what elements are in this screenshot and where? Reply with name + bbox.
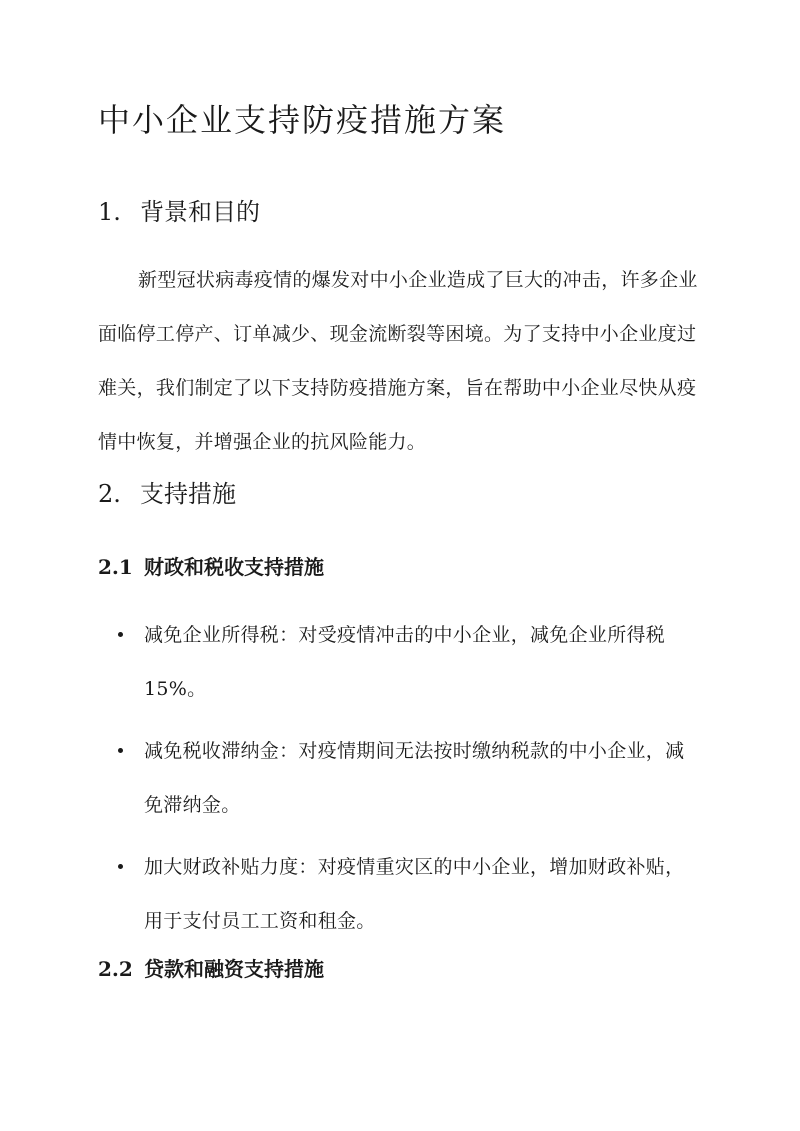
bullet-icon	[118, 632, 123, 637]
subsection-number: 2.2	[98, 957, 133, 981]
subsection-title: 财政和税收支持措施	[144, 555, 324, 579]
background-paragraph: 新型冠状病毒疫情的爆发对中小企业造成了巨大的冲击，许多企业面临停工停产、订单减少、现金流断裂等困境。为了支持中小企业度过难关，我们制定了以下支持防疫措施方案，旨在帮助中小企业尽快从疫情中恢复，并增强企业的抗风险能力。	[98, 269, 698, 453]
subsection-title: 贷款和融资支持措施	[144, 957, 324, 981]
section-number: 1.	[98, 198, 121, 226]
list-item	[98, 724, 698, 832]
section-heading-measures	[98, 476, 236, 512]
subsection-heading-fiscal-tax	[98, 552, 324, 582]
list-item-text: 减免企业所得税：对受疫情冲击的中小企业，减免企业所得税15%。	[144, 624, 666, 700]
section-heading-background	[98, 194, 260, 230]
subsection-number: 2.1	[98, 555, 133, 579]
bullet-icon	[118, 864, 123, 869]
section-title: 背景和目的	[140, 198, 260, 226]
list-item	[98, 608, 698, 716]
section-title: 支持措施	[140, 480, 236, 508]
bullet-icon	[118, 748, 123, 753]
fiscal-tax-measures-list	[98, 608, 698, 956]
list-item-text: 减免税收滞纳金：对疫情期间无法按时缴纳税款的中小企业，减免滞纳金。	[144, 740, 685, 816]
section-number: 2.	[98, 480, 121, 508]
subsection-heading-loans-financing	[98, 954, 324, 984]
list-item	[98, 840, 698, 948]
document-title: 中小企业支持防疫措施方案	[98, 101, 507, 139]
list-item-text: 加大财政补贴力度：对疫情重灾区的中小企业，增加财政补贴，用于支付员工工资和租金。	[144, 856, 685, 932]
